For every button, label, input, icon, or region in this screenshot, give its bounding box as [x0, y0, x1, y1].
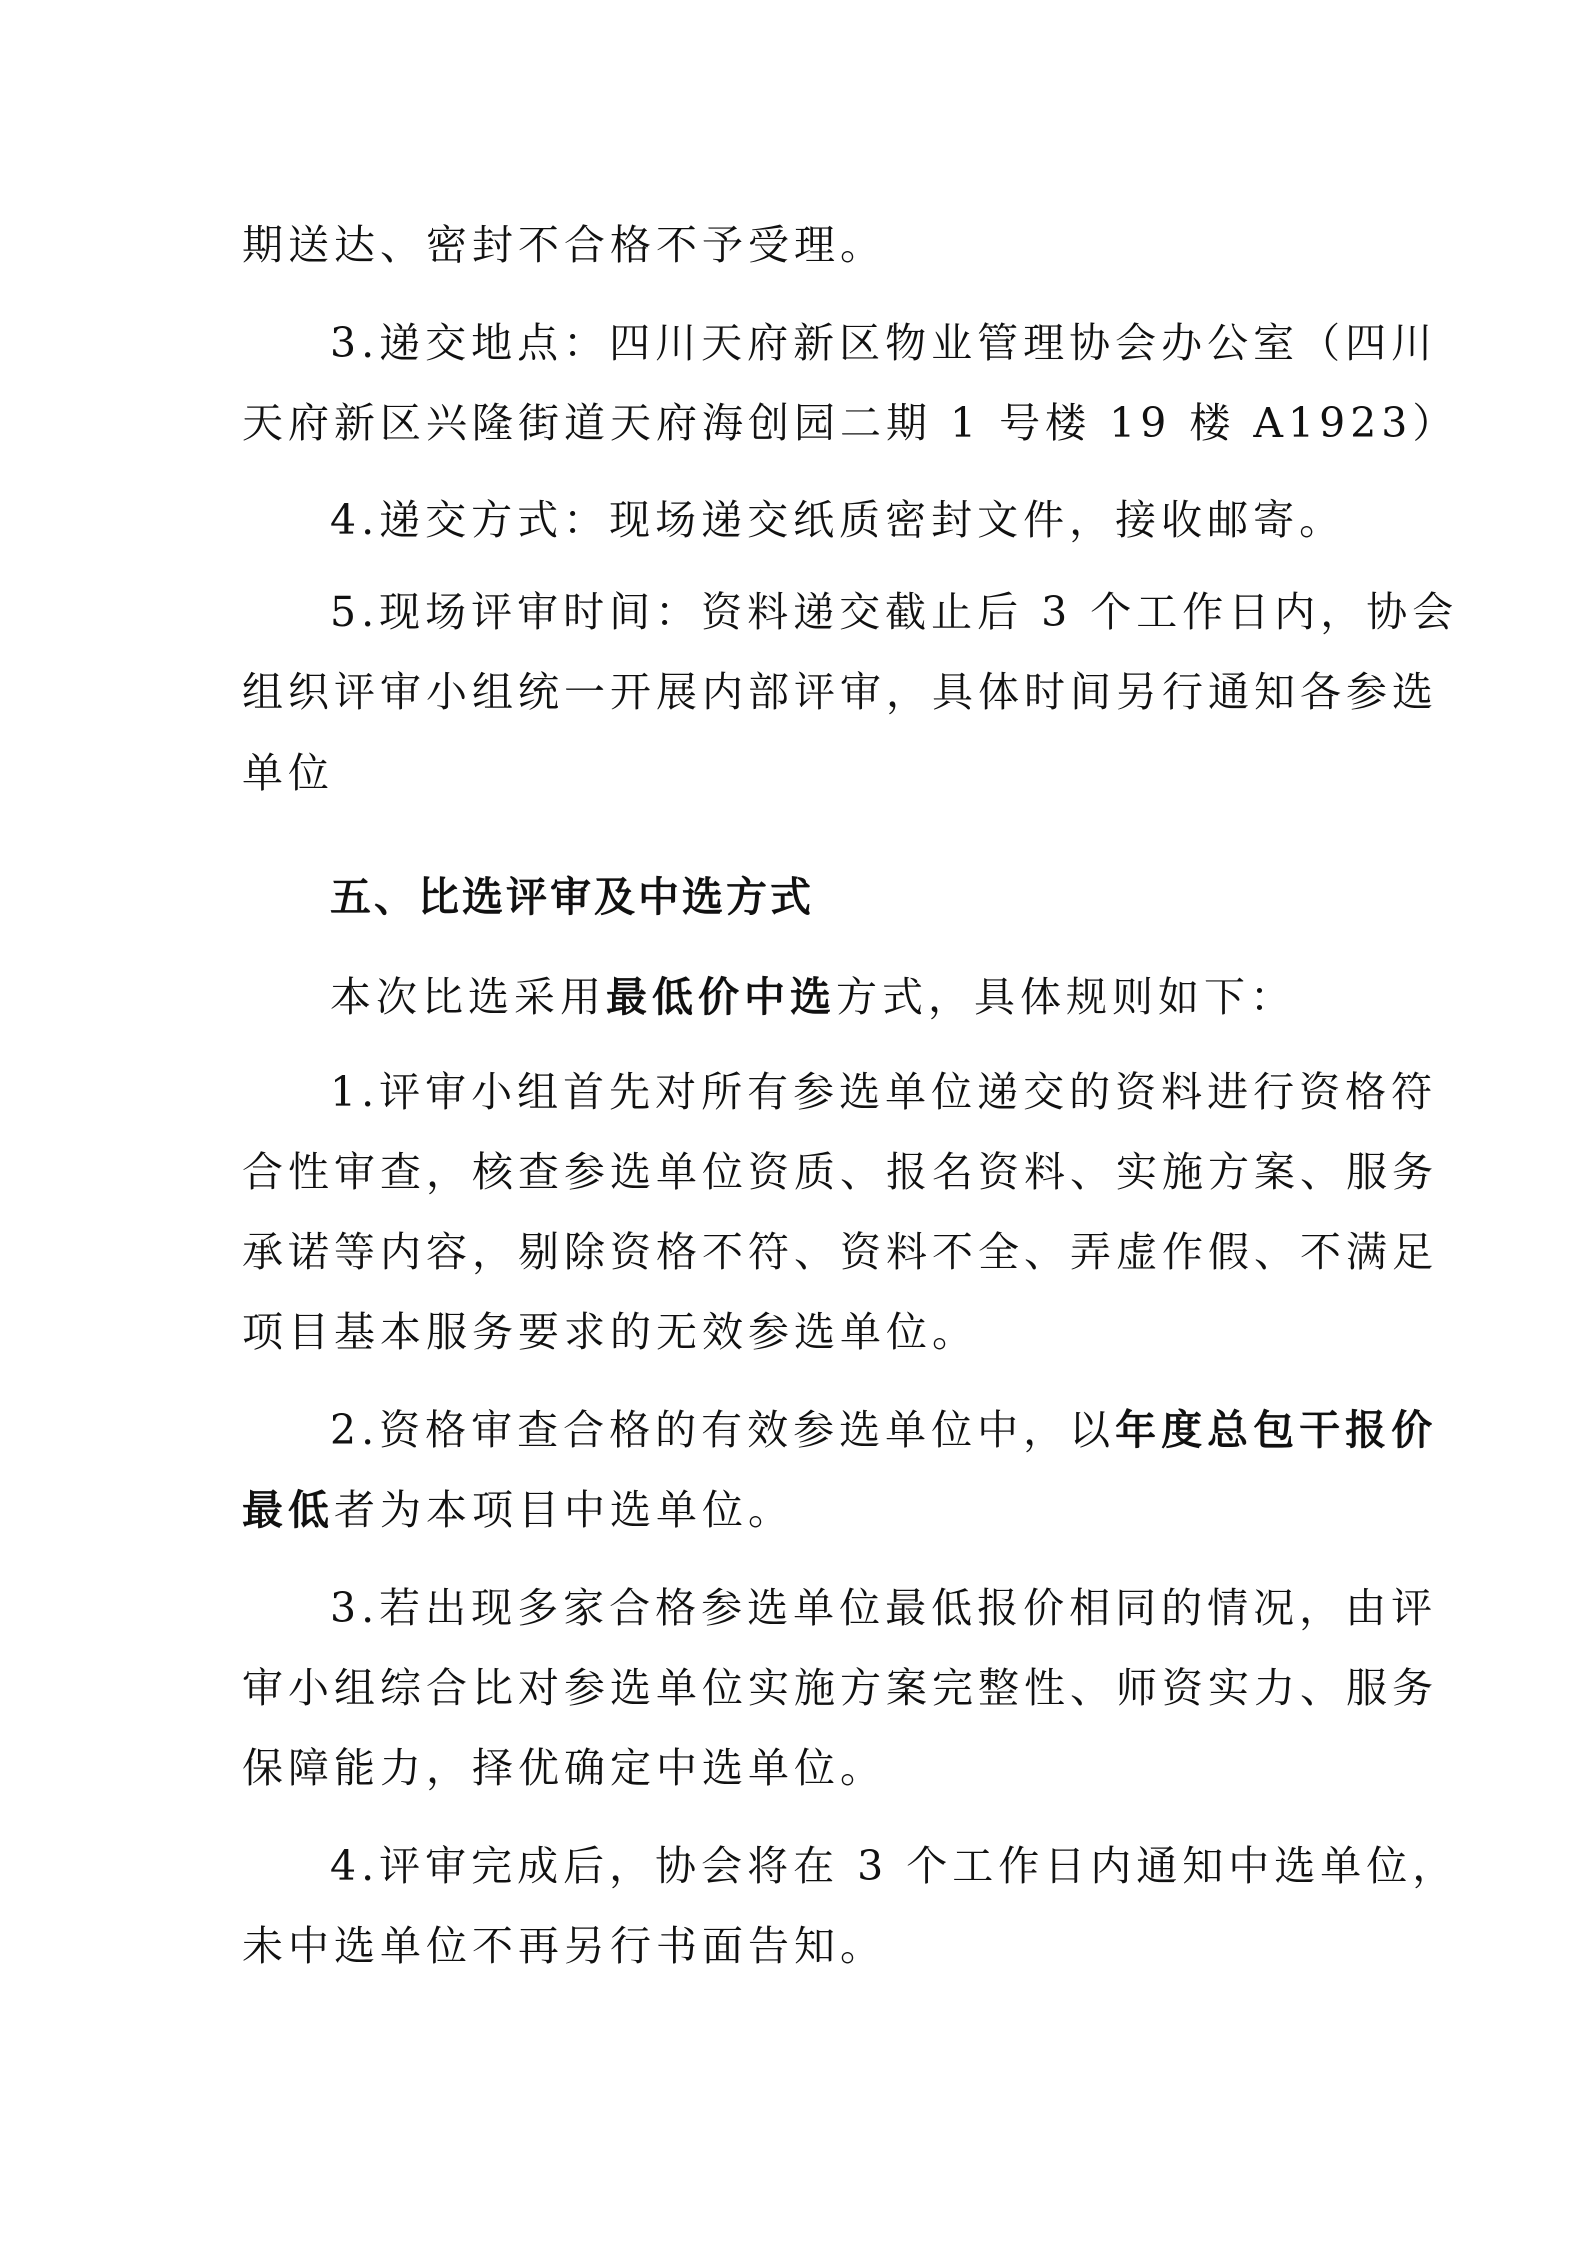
- text-line: 审小组综合比对参选单位实施方案完整性、师资实力、服务: [242, 1664, 1438, 1712]
- bold-emphasis: 年度总包干报价: [1115, 1406, 1438, 1454]
- text-line: 组织评审小组统一开展内部评审，具体时间另行通知各参选: [242, 668, 1438, 716]
- section-heading: 五、比选评审及中选方式: [330, 873, 814, 921]
- text-line: 单位: [242, 749, 334, 797]
- text-line: 3.若出现多家合格参选单位最低报价相同的情况，由评: [330, 1584, 1438, 1632]
- text-line: 合性审查，核查参选单位资质、报名资料、实施方案、服务: [242, 1148, 1438, 1196]
- text-line: 最低者为本项目中选单位。: [242, 1486, 794, 1534]
- text-line: 1.评审小组首先对所有参选单位递交的资料进行资格符: [330, 1068, 1438, 1116]
- bold-emphasis: 最低: [242, 1486, 334, 1534]
- text-line: 4.评审完成后，协会将在 3 个工作日内通知中选单位，: [330, 1842, 1459, 1890]
- text-line: 天府新区兴隆街道天府海创园二期 1 号楼 19 楼 A1923）: [242, 399, 1459, 447]
- text-line: 期送达、密封不合格不予受理。: [242, 221, 886, 269]
- text-line: 本次比选采用最低价中选方式，具体规则如下：: [330, 973, 1296, 1021]
- text-line: 保障能力，择优确定中选单位。: [242, 1744, 886, 1792]
- text-line: 5.现场评审时间：资料递交截止后 3 个工作日内，协会: [330, 588, 1459, 636]
- text-line: 3.递交地点：四川天府新区物业管理协会办公室（四川: [330, 319, 1438, 367]
- text-line: 4.递交方式：现场递交纸质密封文件，接收邮寄。: [330, 496, 1346, 544]
- text-line: 未中选单位不再另行书面告知。: [242, 1922, 886, 1970]
- text-line: 2.资格审查合格的有效参选单位中，以年度总包干报价: [330, 1406, 1438, 1454]
- text-line: 项目基本服务要求的无效参选单位。: [242, 1308, 978, 1356]
- bold-emphasis: 最低价中选: [606, 973, 836, 1021]
- text-line: 承诺等内容，剔除资格不符、资料不全、弄虚作假、不满足: [242, 1228, 1438, 1276]
